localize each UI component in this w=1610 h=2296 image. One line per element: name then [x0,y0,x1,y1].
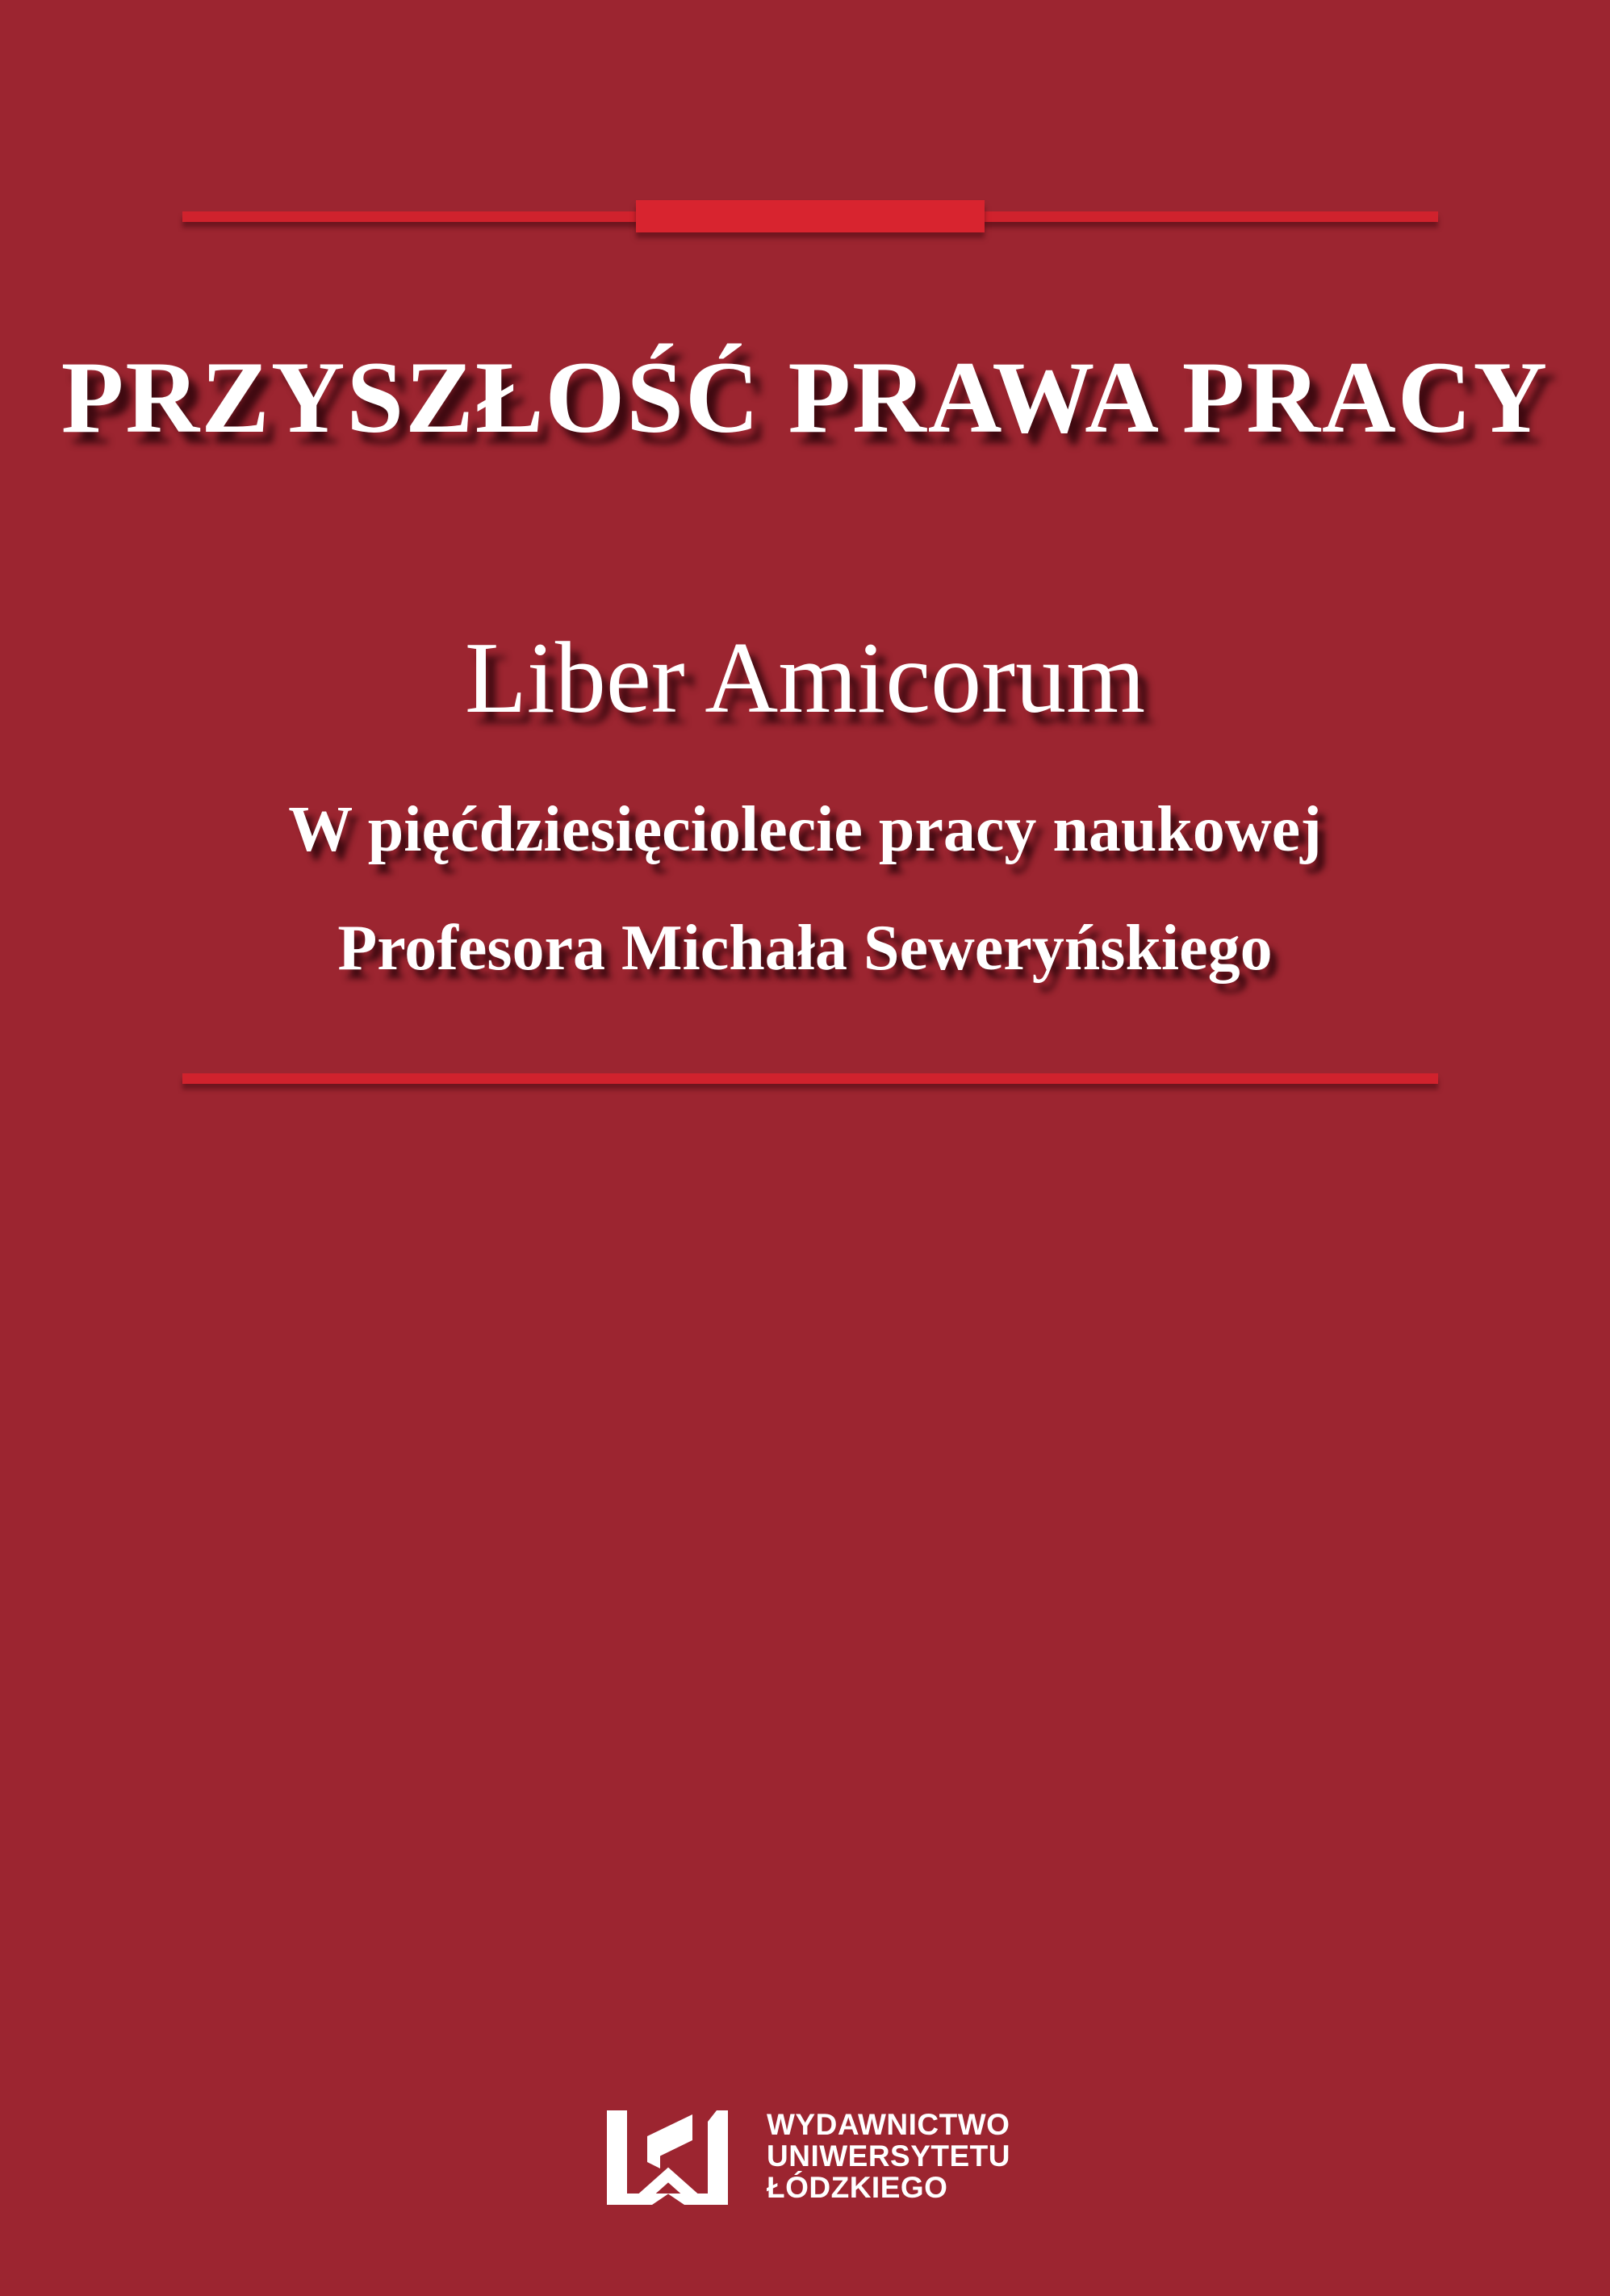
publisher-name [767,2109,1010,2203]
book-subtitle: Liber Amicorum [464,622,1146,734]
lodz-university-press-logo-icon [607,2110,728,2205]
publisher-name-line-2: UNIWERSYTETU [767,2139,1010,2173]
bottom-divider-line [182,1073,1438,1084]
publisher-name-line-3: ŁÓDZKIEGO [767,2171,948,2204]
publisher-name-line-1: WYDAWNICTWO [767,2108,1010,2141]
book-title: PRZYSZŁOŚĆ PRAWA PRACY [61,341,1549,454]
publisher-block [607,2109,1010,2205]
dedication-line-1: W pięćdziesięciolecie pracy naukowej [288,794,1322,865]
dedication-line-2: Profesora Michała Seweryńskiego [337,913,1273,984]
top-divider-accent-block [636,200,985,232]
